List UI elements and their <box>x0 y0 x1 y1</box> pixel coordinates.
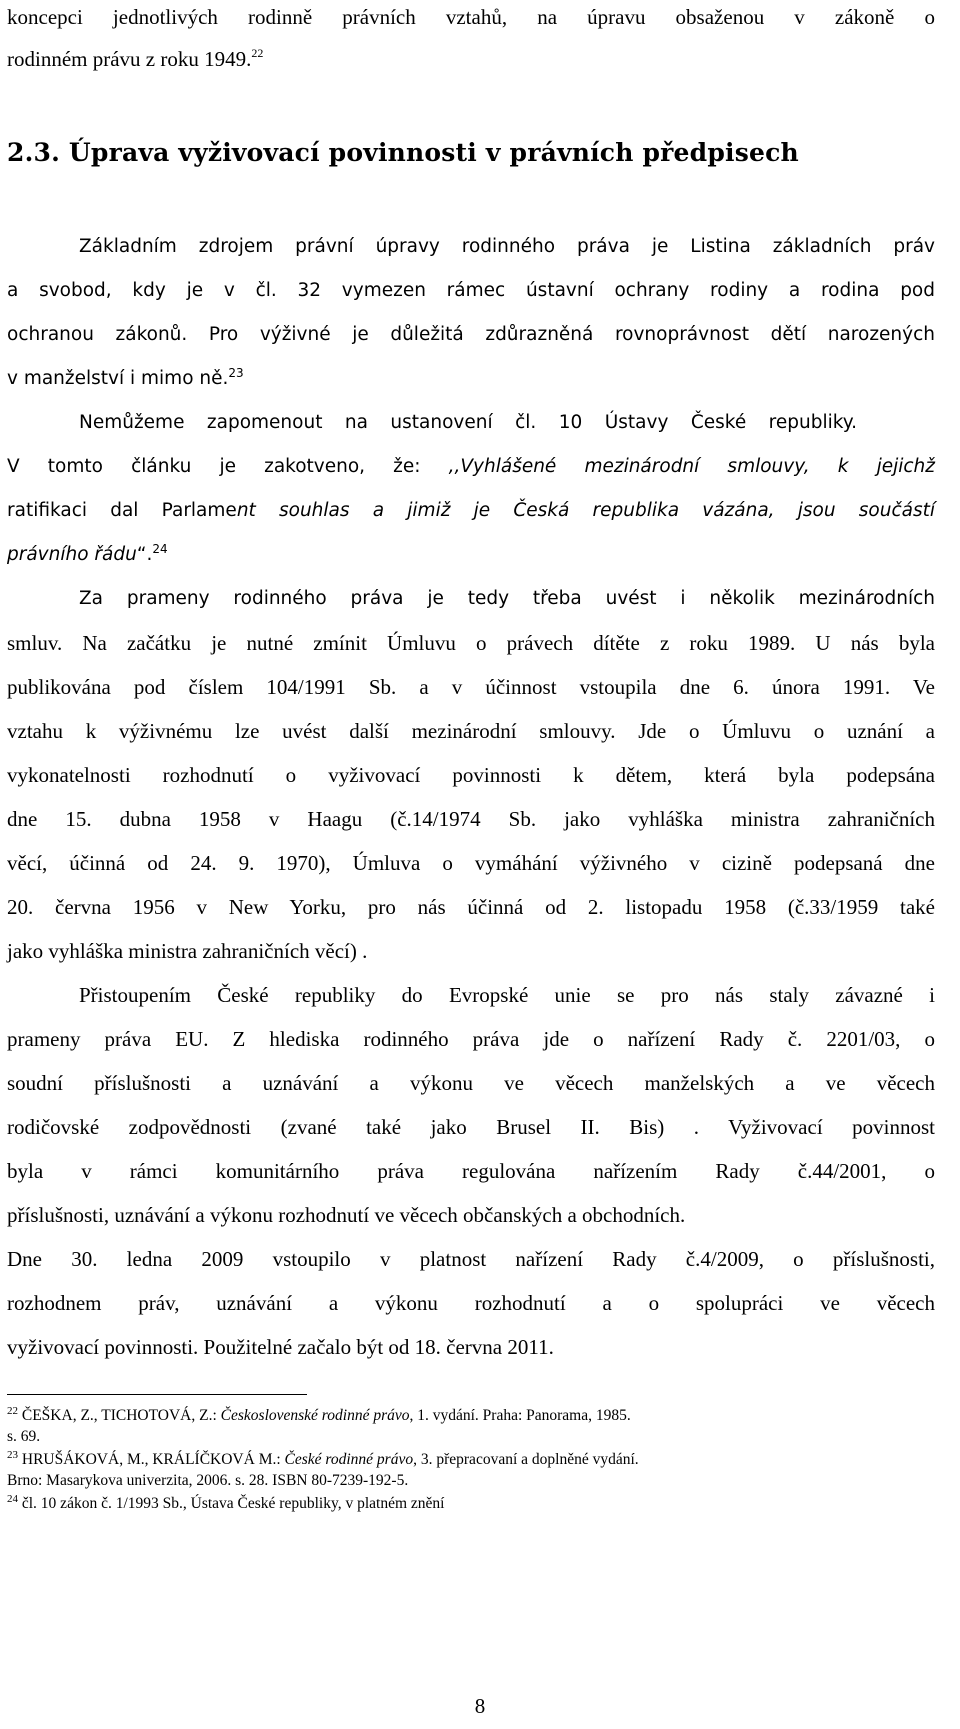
intro-line-1: koncepci jednotlivých rodinně právních vztahů, na úpravu obsaženou v zákoně o <box>7 5 935 29</box>
footnote-24 <box>7 1494 867 1514</box>
p4-line-8: rozhodnem práv, uznávání a výkonu rozhodnutí a o spolupráci ve věcech <box>7 1291 935 1315</box>
p4-line-7: Dne 30. ledna 2009 vstoupilo v platnost nařízení Rady č.4/2009, o příslušnosti, <box>7 1247 935 1271</box>
footnote-ref-23: 23 <box>228 366 244 380</box>
footnote-24-text: čl. 10 zákon č. 1/1993 Sb., Ústava České republiky, v platném znění <box>18 1495 445 1512</box>
footnote-23-number: 23 <box>7 1449 18 1461</box>
p1-line-4-text: v manželství i mimo ně. <box>7 368 229 389</box>
footnote-ref-22: 22 <box>251 46 264 60</box>
p2-line-2-text: V tomto článku je zakotveno, že: <box>7 456 449 477</box>
p4-line-4: rodičovské zodpovědnosti (zvané také jako Brusel II. Bis) . Vyživovací povinnost <box>7 1115 935 1139</box>
p4-line-5: byla v rámci komunitárního práva regulována nařízením Rady č.44/2001, o <box>7 1159 935 1183</box>
p2-line-3-text: ratifikaci dal Parlame <box>7 500 237 521</box>
p3-line-3: publikována pod číslem 104/1991 Sb. a v účinnost vstoupila dne 6. února 1991. Ve <box>7 675 935 699</box>
p1-line-1: Základním zdrojem právní úpravy rodinného práva je Listina základních práv <box>79 236 935 257</box>
quote-continued: nt souhlas a jimiž je Česká republika vázána, jsou součástí <box>236 500 935 521</box>
page-number: 8 <box>474 1694 486 1718</box>
p1-line-2: a svobod, kdy je v čl. 32 vymezen rámec ústavní ochrany rodiny a rodina pod <box>7 280 935 301</box>
p3-line-8: 20. června 1956 v New Yorku, pro nás účinná od 2. listopadu 1958 (č.33/1959 také <box>7 895 935 919</box>
p2-line-2 <box>7 452 935 482</box>
section-heading: 2.3. Úprava vyživovací povinnosti v právních předpisech <box>7 138 799 167</box>
p4-line-3: soudní příslušnosti a uznávání a výkonu ve věcech manželských a ve věcech <box>7 1071 935 1095</box>
p4-line-9: vyživovací povinnosti. Použitelné začalo být od 18. června 2011. <box>7 1335 554 1359</box>
p3-line-5: vykonatelnosti rozhodnutí o vyživovací povinnosti k dětem, která byla podepsána <box>7 763 935 787</box>
p2-line-4 <box>7 540 935 570</box>
footnote-23-authors: HRUŠÁKOVÁ, M., KRÁLÍČKOVÁ M.: <box>18 1451 285 1468</box>
footnote-23-edition: , 3. přepracovaní a doplněné vydání. <box>413 1451 639 1468</box>
p1-line-3: ochranou zákonů. Pro výživné je důležitá zdůrazněná rovnoprávnost dětí narozených <box>7 324 935 345</box>
footnote-23-title: České rodinné právo <box>284 1451 414 1468</box>
quote-start: ,,Vyhlášené mezinárodní smlouvy, k jejichž <box>448 456 935 477</box>
p3-line-2: smluv. Na začátku je nutné zmínit Úmluvu o právech dítěte z roku 1989. U nás byla <box>7 631 935 655</box>
footnote-ref-24: 24 <box>152 542 168 556</box>
p4-line-6: příslušnosti, uznávání a výkonu rozhodnutí ve věcech občanských a obchodních. <box>7 1203 686 1227</box>
p3-line-7: věcí, účinná od 24. 9. 1970), Úmluva o vymáhání výživného v cizině podepsaná dne <box>7 851 935 875</box>
p4-line-2: prameny práva EU. Z hlediska rodinného práva jde o nařízení Rady č. 2201/03, o <box>7 1027 935 1051</box>
quote-end: právního řádu <box>7 544 137 565</box>
footnote-22-number: 22 <box>7 1405 18 1417</box>
p1-line-4 <box>7 364 935 394</box>
quote-close-mark: “ <box>136 544 147 565</box>
p3-line-1: Za prameny rodinného práva je tedy třeba uvést i několik mezinárodních <box>79 588 935 609</box>
footnote-22-authors: ČEŠKA, Z., TICHOTOVÁ, Z.: <box>18 1407 221 1424</box>
footnote-23 <box>7 1450 867 1470</box>
p2-period: . <box>146 544 153 565</box>
footnote-22-publisher: , 1. vydání. Praha: Panorama, 1985. <box>409 1407 631 1424</box>
p4-line-1: Přistoupením České republiky do Evropské unie se pro nás staly závazné i <box>79 983 935 1007</box>
p3-line-4: vztahu k výživnému lze uvést další mezinárodní smlouvy. Jde o Úmluvu o uznání a <box>7 719 935 743</box>
intro-line-2-text: rodinném právu z roku 1949. <box>7 47 252 71</box>
footnote-separator <box>7 1394 307 1395</box>
p2-line-1: Nemůžeme zapomenout na ustanovení čl. 10 Ústavy České republiky. <box>79 412 857 433</box>
footnote-23-cont: Brno: Masarykova univerzita, 2006. s. 28. ISBN 80-7239-192-5. <box>7 1472 409 1489</box>
p3-line-9: jako vyhláška ministra zahraničních věcí) . <box>7 939 368 963</box>
footnote-22 <box>7 1406 867 1426</box>
p2-line-3 <box>7 496 935 526</box>
footnote-22-cont: s. 69. <box>7 1428 41 1445</box>
footnote-22-title: Československé rodinné právo <box>220 1407 410 1424</box>
footnote-24-number: 24 <box>7 1493 18 1505</box>
p3-line-6: dne 15. dubna 1958 v Haagu (č.14/1974 Sb. jako vyhláška ministra zahraničních <box>7 807 935 831</box>
intro-line-2 <box>7 44 935 74</box>
